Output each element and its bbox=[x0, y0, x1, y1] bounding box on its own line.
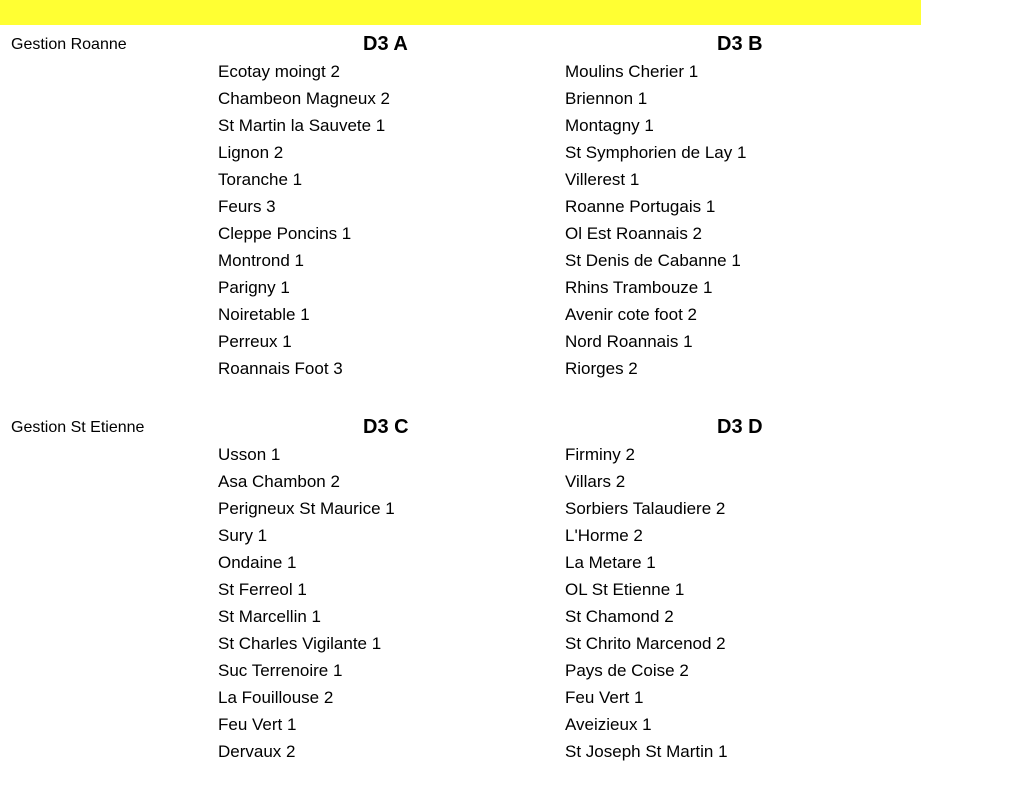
team-item: St Joseph St Martin 1 bbox=[565, 742, 728, 761]
group-d3-a bbox=[218, 31, 548, 382]
team-item: Villerest 1 bbox=[565, 170, 640, 189]
team-item: Riorges 2 bbox=[565, 359, 638, 378]
team-item: Avenir cote foot 2 bbox=[565, 305, 697, 324]
team-list bbox=[565, 441, 895, 765]
team-item: OL St Etienne 1 bbox=[565, 580, 685, 599]
group-d3-d bbox=[565, 414, 895, 765]
team-item: St Denis de Cabanne 1 bbox=[565, 251, 741, 270]
yellow-header-band bbox=[0, 0, 921, 25]
team-item: Suc Terrenoire 1 bbox=[218, 661, 343, 680]
team-item: Toranche 1 bbox=[218, 170, 303, 189]
group-title: D3 B bbox=[717, 33, 763, 55]
team-item: Parigny 1 bbox=[218, 278, 290, 297]
group-title: D3 D bbox=[717, 416, 763, 438]
team-item: Feurs 3 bbox=[218, 197, 276, 216]
gestion-label: Gestion Roanne bbox=[11, 36, 127, 53]
team-item: Feu Vert 1 bbox=[218, 715, 297, 734]
team-item: L'Horme 2 bbox=[565, 526, 643, 545]
team-item: Nord Roannais 1 bbox=[565, 332, 693, 351]
team-item: St Symphorien de Lay 1 bbox=[565, 143, 747, 162]
gestion-label: Gestion St Etienne bbox=[11, 419, 145, 436]
team-item: Sury 1 bbox=[218, 526, 268, 545]
team-item: Cleppe Poncins 1 bbox=[218, 224, 352, 243]
group-d3-c bbox=[218, 414, 548, 765]
team-item: Pays de Coise 2 bbox=[565, 661, 689, 680]
team-item: La Metare 1 bbox=[565, 553, 656, 572]
team-item: Ol Est Roannais 2 bbox=[565, 224, 703, 243]
team-item: St Chrito Marcenod 2 bbox=[565, 634, 726, 653]
team-item: Feu Vert 1 bbox=[565, 688, 644, 707]
team-list bbox=[565, 58, 895, 382]
team-item: Rhins Trambouze 1 bbox=[565, 278, 713, 297]
team-item: Perigneux St Maurice 1 bbox=[218, 499, 395, 518]
team-list bbox=[218, 58, 548, 382]
team-item: Aveizieux 1 bbox=[565, 715, 652, 734]
team-item: Dervaux 2 bbox=[218, 742, 296, 761]
team-item: Firminy 2 bbox=[565, 445, 635, 464]
team-item: Usson 1 bbox=[218, 445, 281, 464]
group-title: D3 C bbox=[363, 416, 409, 438]
team-list bbox=[218, 441, 548, 765]
team-item: Perreux 1 bbox=[218, 332, 292, 351]
team-item: St Charles Vigilante 1 bbox=[218, 634, 382, 653]
team-item: St Martin la Sauvete 1 bbox=[218, 116, 386, 135]
team-item: Ondaine 1 bbox=[218, 553, 297, 572]
team-item: St Ferreol 1 bbox=[218, 580, 307, 599]
team-item: Sorbiers Talaudiere 2 bbox=[565, 499, 726, 518]
team-item: La Fouillouse 2 bbox=[218, 688, 334, 707]
group-title: D3 A bbox=[363, 33, 408, 55]
team-item: St Marcellin 1 bbox=[218, 607, 321, 626]
team-item: St Chamond 2 bbox=[565, 607, 674, 626]
team-item: Chambeon Magneux 2 bbox=[218, 89, 391, 108]
team-item: Moulins Cherier 1 bbox=[565, 62, 699, 81]
team-item: Villars 2 bbox=[565, 472, 626, 491]
team-item: Roannais Foot 3 bbox=[218, 359, 343, 378]
team-item: Ecotay moingt 2 bbox=[218, 62, 340, 81]
team-item: Montrond 1 bbox=[218, 251, 304, 270]
team-item: Montagny 1 bbox=[565, 116, 654, 135]
team-item: Roanne Portugais 1 bbox=[565, 197, 716, 216]
group-d3-b bbox=[565, 31, 895, 382]
team-item: Asa Chambon 2 bbox=[218, 472, 340, 491]
team-item: Lignon 2 bbox=[218, 143, 284, 162]
team-item: Briennon 1 bbox=[565, 89, 648, 108]
team-item: Noiretable 1 bbox=[218, 305, 310, 324]
